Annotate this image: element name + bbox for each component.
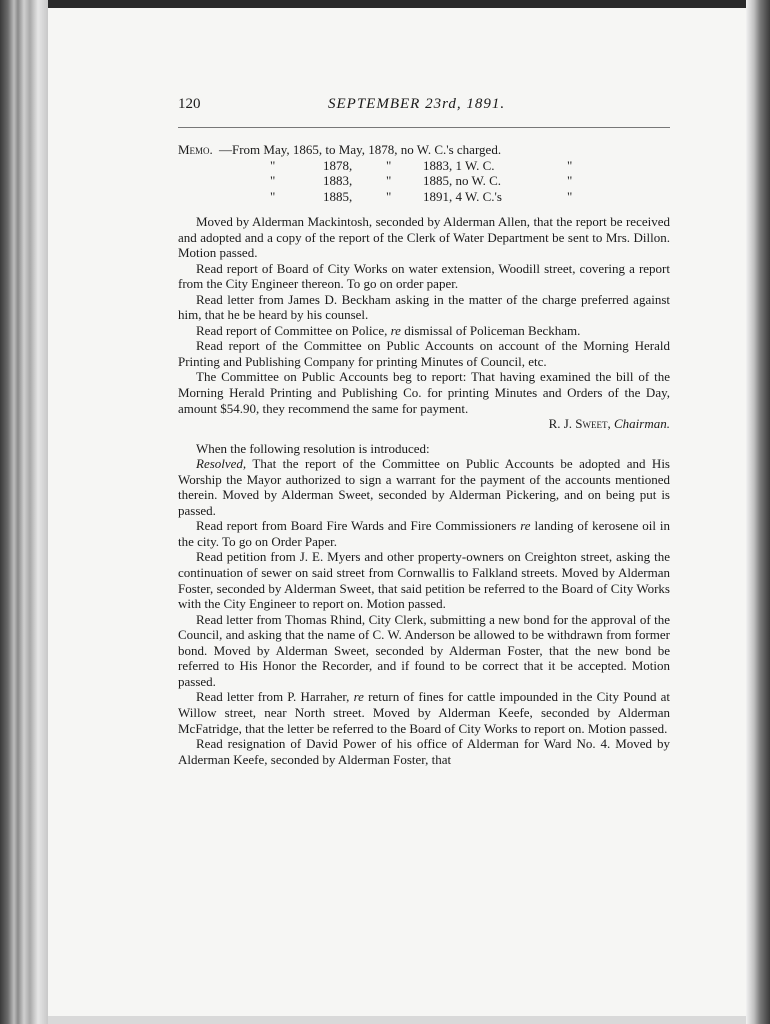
re-italic: re xyxy=(390,322,401,338)
text-span: dismissal of Policeman Beckham. xyxy=(400,322,581,338)
paragraph-woodill-street: Read report of Board of City Works on water extension, Woodill street, covering a report from the City Engineer thereon. To go on order paper. xyxy=(178,260,670,292)
memo-year: 1885, xyxy=(323,188,353,204)
memo-block xyxy=(178,142,678,204)
memo-row xyxy=(178,158,678,174)
minutes-body xyxy=(178,214,670,767)
ditto-mark: " xyxy=(567,173,573,188)
ditto-mark: " xyxy=(270,157,276,173)
paragraph-resolved xyxy=(178,456,670,518)
memo-year: 1883, xyxy=(323,173,353,188)
signature-title: Chairman. xyxy=(614,416,670,432)
paragraph-fire-wards xyxy=(178,518,670,549)
paragraph-police-report xyxy=(178,323,670,339)
paragraph-harraher-letter xyxy=(178,689,670,736)
memo-to-year: 1883, 1 W. C. xyxy=(423,157,495,173)
ditto-mark: " xyxy=(270,173,276,188)
page-right-edge xyxy=(746,0,770,1024)
header-rule xyxy=(178,127,670,128)
memo-to-year: 1885, no W. C. xyxy=(423,173,502,188)
paragraph-rhind-bond: Read letter from Thomas Rhind, City Clerk, submitting a new bond for the approval of the Council, and asking that the name of C. W. Anderson be allowed to be withdrawn from former bond. Moved by Alderman Sweet, seconded by Alderman Foster, that the new bond be referred to His Honor the Recorder, and if found to be correct that it be accepted. Motion passed. xyxy=(178,611,670,689)
memo-label: Memo. xyxy=(178,142,213,157)
paragraph-beckham-letter: Read letter from James D. Beckham asking in the matter of the charge preferred against him, that he be heard by his counsel. xyxy=(178,291,670,323)
memo-lead-text: —From May, 1865, to May, 1878, no W. C.'s charged. xyxy=(219,142,502,157)
memo-row xyxy=(178,189,678,205)
paragraph-committee-report: The Committee on Public Accounts beg to report: That having examined the bill of the Morning Herald Printing and Publishing Co. for printing Minutes and Orders of the Day, amount $54.90, they recommend the same for payment. xyxy=(178,369,670,416)
re-italic: re xyxy=(353,689,364,705)
text-span: Read report of Committee on Police, xyxy=(196,322,391,338)
memo-row xyxy=(178,173,678,189)
running-title: SEPTEMBER 23rd, 1891. xyxy=(328,96,506,112)
signature-line xyxy=(178,416,670,432)
re-italic: re xyxy=(520,518,531,534)
section-gap xyxy=(178,432,670,441)
paragraph-myers-petition: Read petition from J. E. Myers and other property-owners on Creighton street, asking the continuation of sewer on said street from Cornwallis to Falkland streets. Moved by Alderman Foster, seconded by Alderman Sweet, that said petition be referred to the Board of City Works with the City Engineer to report on. Motion passed. xyxy=(178,549,670,612)
memo-row xyxy=(178,142,678,158)
page-header xyxy=(178,96,670,118)
ditto-mark: " xyxy=(567,157,573,173)
text-span: Read report from Board Fire Wards and Fire Commissioners xyxy=(196,518,521,534)
memo-year: 1878, xyxy=(323,157,353,173)
paragraph-motion-mackintosh: Moved by Alderman Mackintosh, seconded by Alderman Allen, that the report be received and adopted and a copy of the report of the Clerk of Water Department be sent to Mrs. Dillon. Motion passed. xyxy=(178,214,670,261)
ditto-mark: " xyxy=(567,188,573,204)
ditto-mark: " xyxy=(270,188,276,204)
page-number: 120 xyxy=(178,96,201,112)
text-span: Read letter from P. Harraher, xyxy=(196,689,354,705)
ditto-mark: " xyxy=(386,188,392,204)
paragraph-resolution-intro: When the following resolution is introduced: xyxy=(196,440,430,456)
text-span: return of fines for cattle impounded in the City Pound at Willow street, near North street. Moved by Alderman Keefe, seconded by Alderman McFatridge, that the letter be referred to the Board of City Works to report on. Motion passed. xyxy=(178,689,671,736)
resolved-italic: Resolved, xyxy=(196,456,247,472)
ditto-mark: " xyxy=(386,157,392,173)
book-binding-edge xyxy=(0,0,48,1024)
ditto-mark: " xyxy=(386,173,392,188)
paragraph-public-accounts-report: Read report of the Committee on Public Accounts on account of the Morning Herald Printing and Publishing Company for printing Minutes of Council, etc. xyxy=(178,338,670,369)
text-span: landing of kerosene oil in the city. To go on Order Paper. xyxy=(178,518,670,549)
text-span: That the report of the Committee on Public Accounts be adopted and His Worship the Mayor authorized to sign a warrant for the payment of the accounts mentioned therein. Moved by Alderman Sweet, seconded by Alderman Pickering, and on being put is passed. xyxy=(178,456,670,518)
signature-name: R. J. Sweet, xyxy=(548,416,611,432)
paragraph-power-resignation: Read resignation of David Power of his office of Alderman for Ward No. 4. Moved by Alderman Keefe, seconded by Alderman Foster, that xyxy=(178,736,670,767)
memo-to-year: 1891, 4 W. C.'s xyxy=(423,188,502,204)
